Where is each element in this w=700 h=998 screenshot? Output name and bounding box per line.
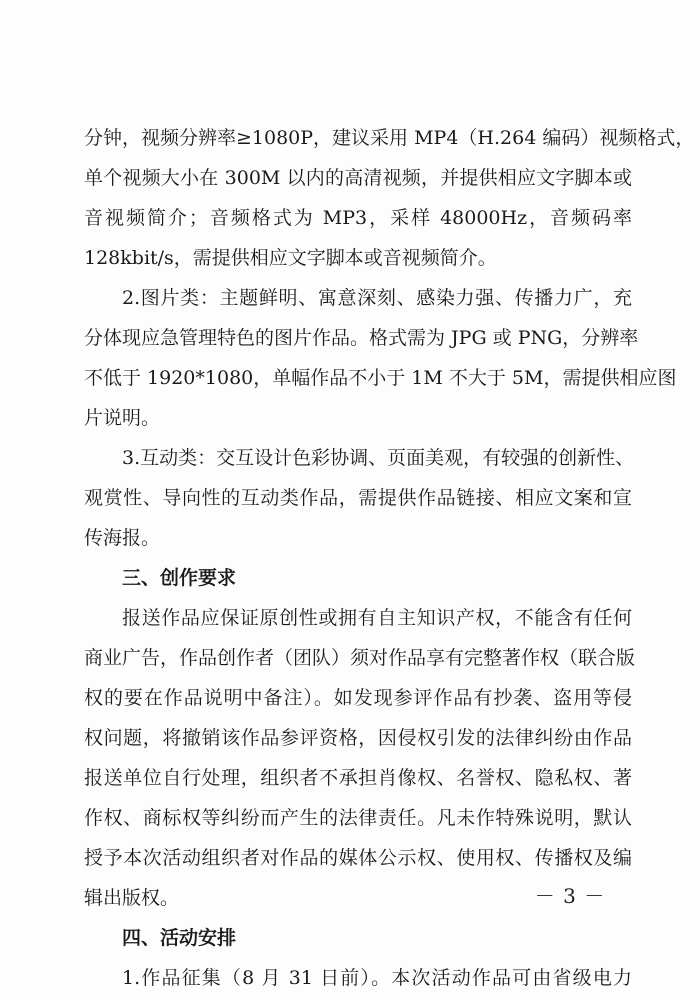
body-line-item-1: 1.作品征集（8 月 31 日前）。本次活动作品可由省级电力 (122, 967, 632, 989)
body-line: 权问题，将撤销该作品参评资格，因侵权引发的法律纠纷由作品 (84, 727, 632, 749)
page-number: － 3 － (534, 884, 606, 908)
section-heading-creation-requirements: 三、创作要求 (122, 567, 237, 589)
body-line: 单个视频大小在 300M 以内的高清视频，并提供相应文字脚本或 (84, 167, 632, 189)
body-line: 观赏性、导向性的互动类作品，需提供作品链接、相应文案和宣 (84, 487, 632, 509)
body-line: 权的要在作品说明中备注）。如发现参评作品有抄袭、盗用等侵 (84, 687, 632, 709)
body-line: 不低于 1920*1080，单幅作品不小于 1M 不大于 5M，需提供相应图 (84, 367, 677, 389)
section-heading-activity-schedule: 四、活动安排 (122, 927, 237, 949)
body-line: 辑出版权。 (84, 887, 180, 909)
document-body (84, 118, 695, 998)
body-line: 128kbit/s，需提供相应文字脚本或音视频简介。 (84, 247, 497, 269)
body-line: 授予本次活动组织者对作品的媒体公示权、使用权、传播权及编 (84, 847, 632, 869)
body-line: 报送作品应保证原创性或拥有自主知识产权，不能含有任何 (122, 607, 632, 629)
body-line: 商业广告，作品创作者（团队）须对作品享有完整著作权（联合版 (84, 647, 636, 669)
body-line: 音视频简介；音频格式为 MP3，采样 48000Hz，音频码率 (84, 207, 632, 229)
body-line: 传海报。 (84, 527, 161, 549)
body-line: 报送单位自行处理，组织者不承担肖像权、名誉权、隐私权、著 (84, 767, 632, 789)
body-line-item-3: 3.互动类：交互设计色彩协调、页面美观，有较强的创新性、 (122, 447, 635, 469)
body-line: 作权、商标权等纠纷而产生的法律责任。凡未作特殊说明，默认 (84, 807, 632, 829)
body-line: 分体现应急管理特色的图片作品。格式需为 JPG 或 PNG，分辨率 (84, 327, 639, 349)
body-line-item-2: 2.图片类：主题鲜明、寓意深刻、感染力强、传播力广，充 (122, 287, 632, 309)
body-line: 分钟，视频分辨率≥1080P，建议采用 MP4（H.264 编码）视频格式， (84, 127, 695, 149)
body-line: 片说明。 (84, 407, 161, 429)
